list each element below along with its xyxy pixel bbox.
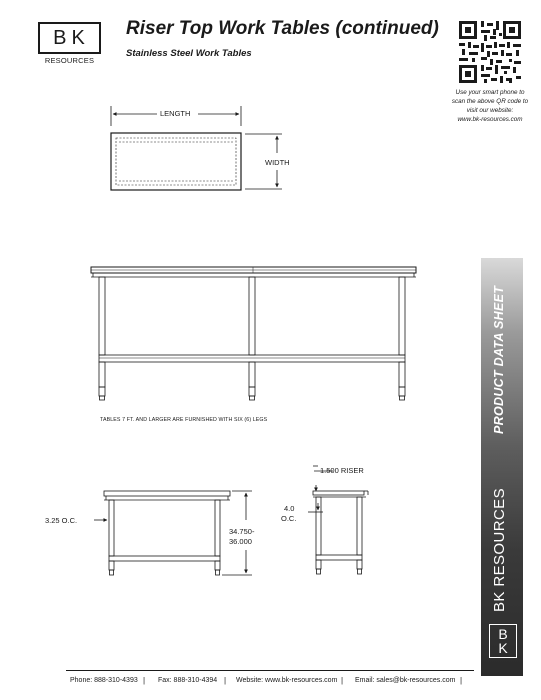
height-label-line1: 34.750- [229,527,255,536]
footer-separator: | [460,676,463,685]
footer-separator: | [341,676,344,685]
side-view [308,466,368,574]
length-label: LENGTH [160,109,191,118]
qr-caption-line[interactable]: www.bk-resources.com [457,116,523,123]
logo-subtext: RESOURCES [44,56,95,65]
footer-email[interactable]: Email: sales@bk-resources.com [355,677,456,684]
side-oc-label-line1: 4.0 [284,504,295,513]
page-subtitle: Stainless Steel Work Tables [126,48,252,59]
qr-caption-line: Use your smart phone to [455,89,525,96]
footer-fax: Fax: 888-310-4394 [158,677,218,684]
height-label-line2: 36.000 [229,537,252,546]
front-view [91,267,416,400]
logo-letters: BK [53,26,90,49]
sidebar-brand: BK RESOURCES [491,488,508,612]
product-data-sheet-label: PRODUCT DATA SHEET [492,285,506,434]
legs-note: TABLES 7 FT. AND LARGER ARE FURNISHED WITH SIX (6) LEGS [100,417,268,423]
footer-separator: | [143,676,146,685]
page-title: Riser Top Work Tables (continued) [126,18,439,39]
sidebar-logo-k: K [498,640,508,656]
footer-separator: | [224,676,227,685]
side-oc-label-line2: O.C. [281,514,297,523]
sidebar-logo-b: B [498,626,508,642]
width-label: WIDTH [265,158,290,167]
qr-caption-line: visit our website: [466,107,514,114]
riser-label: 1.500 RISER [320,466,364,475]
top-view [111,106,282,190]
qr-caption-line: scan the above QR code to [451,98,529,105]
footer-website[interactable]: Website: www.bk-resources.com [236,677,338,684]
footer-phone: Phone: 888-310-4393 [70,677,138,684]
footer-divider [66,670,474,671]
end-oc-label: 3.25 O.C. [45,516,78,525]
